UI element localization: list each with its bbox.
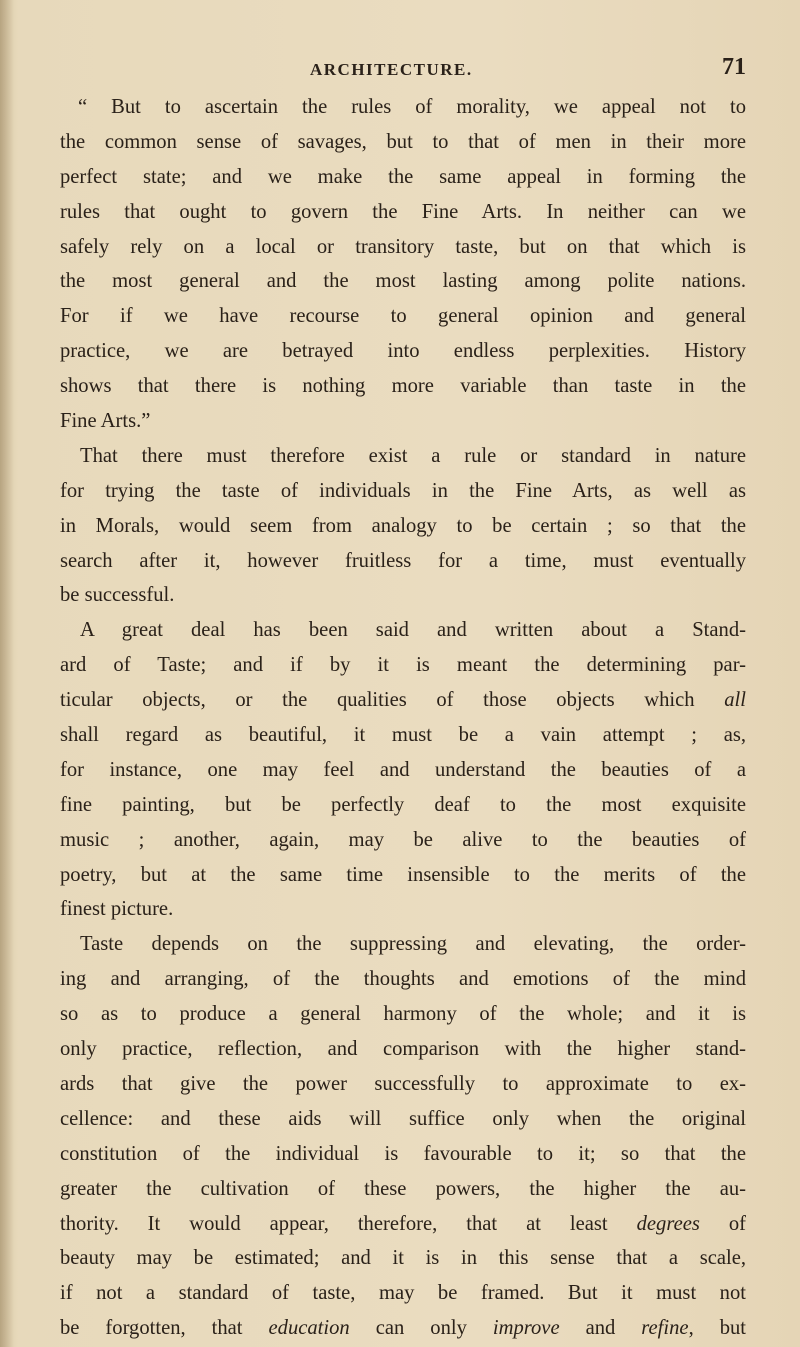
page-header — [60, 54, 746, 88]
text-line: the most general and the most lasting among polite nations. — [60, 270, 746, 293]
text-span: ticular objects, or the qualities of those objects which — [60, 689, 695, 712]
text-line: poetry, but at the same time insensible to the merits of the — [60, 863, 746, 886]
page-number: 71 — [722, 54, 746, 80]
spine-shadow — [0, 0, 14, 1347]
text-line — [60, 1207, 746, 1242]
text-line: practice, we are betrayed into endless perplexities. History — [60, 340, 746, 363]
text-line: be successful. — [60, 584, 175, 607]
text-line: greater the cultivation of these powers, the higher the au- — [60, 1177, 746, 1200]
text-line: That there must therefore exist a rule or standard in nature — [80, 444, 746, 467]
text-span: of — [728, 1212, 747, 1235]
text-line: for instance, one may feel and understand the beauties of a — [60, 758, 746, 781]
text-line: Taste depends on the suppressing and elevating, the order- — [80, 933, 746, 956]
text-span: and — [585, 1317, 616, 1340]
text-line: ard of Taste; and if by it is meant the determining par- — [60, 654, 746, 677]
text-line: constitution of the individual is favourable to it; so that the — [60, 1142, 746, 1165]
text-line: so as to produce a general harmony of the whole; and it is — [60, 1003, 746, 1026]
text-line: finest picture. — [60, 898, 174, 921]
text-line: perfect state; and we make the same appeal in forming the — [60, 165, 746, 188]
text-line: fine painting, but be perfectly deaf to the most exquisite — [60, 793, 746, 816]
text-line: Fine Arts.” — [60, 410, 151, 433]
text-line: for trying the taste of individuals in the Fine Arts, as well as — [60, 479, 746, 502]
text-line: shows that there is nothing more variable than taste in the — [60, 375, 746, 398]
text-line: beauty may be estimated; and it is in this sense that a scale, — [60, 1247, 746, 1270]
italic-text: education — [268, 1317, 350, 1340]
italic-text: improve — [492, 1317, 560, 1340]
text-line — [60, 683, 746, 718]
text-span: thority. It would appear, therefore, that at least — [60, 1212, 608, 1235]
text-line: in Morals, would seem from analogy to be certain ; so that the — [60, 514, 746, 537]
text-line: ing and arranging, of the thoughts and emotions of the mind — [60, 968, 746, 991]
text-line: For if we have recourse to general opinion and general — [60, 305, 746, 328]
text-line: if not a standard of taste, may be framed. But it must not — [60, 1282, 746, 1305]
body-text — [60, 90, 746, 1346]
italic-text: refine — [641, 1317, 689, 1340]
text-line: A great deal has been said and written about a Stand- — [80, 619, 746, 642]
text-line: search after it, however fruitless for a time, must eventually — [60, 549, 746, 572]
text-line: “ But to ascertain the rules of morality, we appeal not to — [78, 96, 746, 118]
text-line: only practice, reflection, and comparison with the higher stand- — [60, 1038, 746, 1061]
text-line: ards that give the power successfully to approximate to ex- — [60, 1072, 746, 1095]
text-line: the common sense of savages, but to that of men in their more — [60, 130, 746, 153]
italic-text: degrees — [636, 1212, 700, 1235]
text-span: be forgotten, that — [60, 1317, 243, 1340]
text-span: , but — [688, 1317, 747, 1340]
text-span: can only — [375, 1317, 467, 1340]
italic-text: all — [724, 689, 746, 712]
text-line: cellence: and these aids will suffice only when the original — [60, 1107, 746, 1130]
running-head: ARCHITECTURE. — [310, 60, 473, 79]
text-line — [60, 1311, 746, 1346]
text-line: shall regard as beautiful, it must be a vain attempt ; as, — [60, 724, 746, 747]
text-line: rules that ought to govern the Fine Arts. In neither can we — [60, 200, 746, 223]
text-line: safely rely on a local or transitory taste, but on that which is — [60, 235, 746, 258]
text-line: music ; another, again, may be alive to the beauties of — [60, 828, 746, 851]
